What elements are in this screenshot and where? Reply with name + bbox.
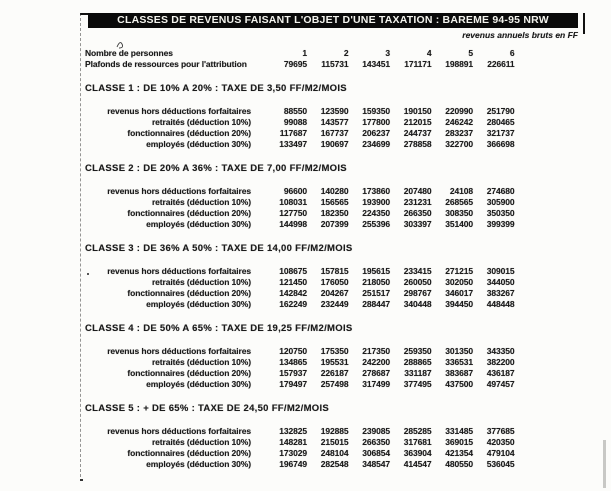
table-row: [85, 266, 527, 277]
table-row: [85, 106, 527, 117]
row-label: fonctionnaires (déduction 20%): [127, 288, 251, 298]
cell-value: 148281: [279, 437, 307, 447]
row-label: revenus hors déductions forfaitaires: [107, 266, 251, 276]
cell-value: 99088: [283, 117, 307, 127]
cell-value: 142842: [279, 288, 307, 298]
row-label: revenus hors déductions forfaitaires: [107, 346, 251, 356]
row-label: employés (déduction 30%): [146, 379, 251, 389]
cell-value: 195531: [320, 357, 349, 367]
persons-count: 5: [468, 48, 473, 58]
row-label: employés (déduction 30%): [146, 139, 251, 149]
cell-value: 344050: [486, 277, 515, 287]
row-label: employés (déduction 30%): [146, 219, 251, 229]
cell-value: 382200: [486, 357, 515, 367]
cell-value: 175350: [320, 346, 349, 356]
cell-value: 306854: [362, 448, 390, 458]
table-row: [85, 277, 527, 288]
cell-value: 420350: [486, 437, 515, 447]
ceilings-label: Plafonds de ressources pour l'attribution: [85, 59, 247, 69]
cell-value: 278687: [362, 368, 390, 378]
cell-value: 348547: [362, 459, 390, 469]
cell-value: 156565: [320, 197, 349, 207]
persons-count: 6: [509, 48, 515, 58]
ceilings-row: [85, 59, 527, 70]
class-rows: [85, 186, 527, 230]
cell-value: 244737: [403, 128, 432, 138]
cell-value: 176050: [320, 277, 349, 287]
row-label: fonctionnaires (déduction 20%): [127, 128, 251, 138]
table-row: [85, 448, 527, 459]
cell-value: 192885: [320, 426, 349, 436]
persons-count: 1: [302, 48, 307, 58]
row-label: employés (déduction 30%): [146, 459, 251, 469]
cell-value: 88550: [283, 106, 307, 116]
table-row: [85, 346, 527, 357]
class-rows: [85, 426, 527, 470]
cell-value: 317499: [362, 379, 390, 389]
cell-value: 383687: [445, 368, 473, 378]
cell-value: 497457: [486, 379, 515, 389]
cell-value: 207480: [403, 186, 432, 196]
cell-value: 127750: [279, 208, 307, 218]
cell-value: 239085: [362, 426, 390, 436]
table-row: [85, 437, 527, 448]
tax-table: [85, 48, 527, 470]
cell-value: 173860: [362, 186, 390, 196]
class-rows: [85, 106, 527, 150]
ceiling-value: 171171: [404, 59, 432, 69]
class-rows: [85, 346, 527, 390]
table-row: [85, 219, 527, 230]
class-heading: CLASSE 5 : + DE 65% : TAXE DE 24,50 FF/M2/MOIS: [85, 403, 330, 414]
cell-value: 24108: [449, 186, 473, 196]
cell-value: 271215: [445, 266, 473, 276]
cell-value: 246242: [445, 117, 473, 127]
persons-count: 3: [385, 48, 390, 58]
cell-value: 190150: [403, 106, 432, 116]
row-label: retraités (déduction 10%): [151, 437, 251, 447]
cell-value: 340448: [403, 299, 432, 309]
cell-value: 309015: [486, 266, 515, 276]
cell-value: 173029: [279, 448, 307, 458]
cell-value: 414547: [403, 459, 432, 469]
class-heading: CLASSE 1 : DE 10% A 20% : TAXE DE 3,50 FF/M2/MOIS: [85, 83, 347, 94]
cell-value: 215015: [320, 437, 349, 447]
cell-value: 108031: [279, 197, 307, 207]
cell-value: 182350: [320, 208, 349, 218]
scan-artifact-tick: [583, 13, 585, 34]
cell-value: 204267: [320, 288, 349, 298]
tax-class-section: [85, 243, 527, 310]
cell-value: 195615: [362, 266, 390, 276]
cell-value: 302050: [445, 277, 473, 287]
cell-value: 479104: [486, 448, 515, 458]
cell-value: 383267: [486, 288, 515, 298]
tax-class-section: [85, 403, 527, 470]
table-row: [85, 459, 527, 470]
cell-value: 251517: [362, 288, 390, 298]
tax-class-section: [85, 83, 527, 150]
cell-value: 336531: [445, 357, 473, 367]
row-label: retraités (déduction 10%): [151, 117, 251, 127]
table-row: [85, 299, 527, 310]
cell-value: 282548: [320, 459, 349, 469]
cell-value: 301350: [445, 346, 473, 356]
cell-value: 298767: [403, 288, 432, 298]
document-title-bar: [88, 13, 578, 28]
cell-value: 193900: [362, 197, 390, 207]
persons-row: [85, 48, 527, 59]
cell-value: 157815: [320, 266, 349, 276]
cell-value: 162249: [279, 299, 307, 309]
cell-value: 140280: [320, 186, 349, 196]
cell-value: 266350: [362, 437, 390, 447]
cell-value: 437500: [445, 379, 473, 389]
cell-value: 120750: [279, 346, 307, 356]
cell-value: 436187: [486, 368, 515, 378]
cell-value: 377685: [486, 426, 515, 436]
row-label: employés (déduction 30%): [146, 299, 251, 309]
cell-value: 231231: [403, 197, 432, 207]
cell-value: 285285: [403, 426, 432, 436]
cell-value: 350350: [486, 208, 515, 218]
cell-value: 317681: [403, 437, 432, 447]
cell-value: 268565: [445, 197, 473, 207]
cell-value: 331485: [445, 426, 473, 436]
cell-value: 143577: [320, 117, 349, 127]
persons-label: Nombre de personnes: [85, 48, 173, 58]
table-row: [85, 128, 527, 139]
table-row: [85, 357, 527, 368]
cell-value: 421354: [445, 448, 473, 458]
cell-value: 226187: [320, 368, 349, 378]
cell-value: 448448: [486, 299, 515, 309]
cell-value: 331187: [404, 368, 432, 378]
row-label: revenus hors déductions forfaitaires: [107, 426, 251, 436]
persons-count: 4: [426, 48, 432, 58]
scan-artifact-left-line: [80, 13, 81, 477]
cell-value: 251790: [486, 106, 515, 116]
row-label: retraités (déduction 10%): [151, 197, 251, 207]
tax-class-section: [85, 323, 527, 390]
cell-value: 108675: [279, 266, 307, 276]
ceiling-value: 226611: [487, 59, 515, 69]
cell-value: 377495: [403, 379, 432, 389]
scan-artifact-dot: [80, 479, 83, 481]
cell-value: 343350: [486, 346, 515, 356]
class-heading: CLASSE 2 : DE 20% A 36% : TAXE DE 7,00 FF/M2/MOIS: [85, 163, 347, 174]
row-label: revenus hors déductions forfaitaires: [107, 186, 251, 196]
cell-value: 233415: [403, 266, 432, 276]
cell-value: 346017: [445, 288, 473, 298]
table-row: [85, 139, 527, 150]
cell-value: 132825: [279, 426, 307, 436]
cell-value: 288865: [403, 357, 432, 367]
row-label: fonctionnaires (déduction 20%): [127, 448, 251, 458]
table-row: [85, 426, 527, 437]
cell-value: 159350: [362, 106, 390, 116]
cell-value: 218050: [362, 277, 390, 287]
cell-value: 206237: [362, 128, 390, 138]
cell-value: 260050: [403, 277, 432, 287]
cell-value: 144998: [279, 219, 307, 229]
cell-value: 305900: [486, 197, 515, 207]
table-row: [85, 379, 527, 390]
cell-value: 133497: [279, 139, 307, 149]
ceiling-value: 79695: [283, 59, 307, 69]
cell-value: 234699: [362, 139, 390, 149]
classes-container: [85, 83, 527, 470]
cell-value: 190697: [320, 139, 349, 149]
cell-value: 394450: [445, 299, 473, 309]
row-label: retraités (déduction 10%): [151, 277, 251, 287]
cell-value: 96600: [283, 186, 307, 196]
class-rows: [85, 266, 527, 310]
cell-value: 369015: [445, 437, 473, 447]
persons-count: 2: [343, 48, 349, 58]
cell-value: 351400: [445, 219, 473, 229]
table-row: [85, 186, 527, 197]
cell-value: 255396: [362, 219, 390, 229]
row-label: retraités (déduction 10%): [151, 357, 251, 367]
cell-value: 283237: [445, 128, 473, 138]
cell-value: 266350: [403, 208, 432, 218]
table-row: [85, 117, 527, 128]
cell-value: 242200: [362, 357, 390, 367]
cell-value: 321737: [486, 128, 515, 138]
cell-value: 480550: [445, 459, 473, 469]
scan-artifact-smudge: [603, 440, 606, 488]
cell-value: 366698: [486, 139, 515, 149]
row-label: fonctionnaires (déduction 20%): [127, 208, 251, 218]
cell-value: 207399: [320, 219, 349, 229]
cell-value: 179497: [279, 379, 307, 389]
ceiling-value: 143451: [362, 59, 390, 69]
row-label: fonctionnaires (déduction 20%): [127, 368, 251, 378]
table-row: [85, 368, 527, 379]
cell-value: 157937: [279, 368, 307, 378]
cell-value: 322700: [445, 139, 473, 149]
cell-value: 134865: [279, 357, 307, 367]
cell-value: 278858: [403, 139, 432, 149]
cell-value: 220990: [445, 106, 473, 116]
cell-value: 217350: [362, 346, 390, 356]
cell-value: 308350: [445, 208, 473, 218]
cell-value: 274680: [486, 186, 515, 196]
ceiling-value: 115731: [321, 59, 349, 69]
table-row: [85, 208, 527, 219]
cell-value: 248104: [320, 448, 349, 458]
cell-value: 196749: [279, 459, 307, 469]
page-title: CLASSES DE REVENUS FAISANT L'OBJET D'UNE TAXATION : BAREME 94-95 NRW: [117, 14, 549, 26]
cell-value: 536045: [486, 459, 515, 469]
cell-value: 232449: [320, 299, 349, 309]
row-label: revenus hors déductions forfaitaires: [107, 106, 251, 116]
cell-value: 399399: [486, 219, 515, 229]
ceiling-value: 198891: [445, 59, 473, 69]
cell-value: 363904: [403, 448, 432, 458]
class-heading: CLASSE 4 : DE 50% A 65% : TAXE DE 19,25 FF/M2/MOIS: [85, 323, 353, 334]
table-row: [85, 197, 527, 208]
cell-value: 257498: [320, 379, 349, 389]
cell-value: 288447: [362, 299, 390, 309]
cell-value: 259350: [403, 346, 432, 356]
cell-value: 177800: [362, 117, 390, 127]
table-row: [85, 288, 527, 299]
cell-value: 280465: [486, 117, 515, 127]
cell-value: 303397: [403, 219, 432, 229]
cell-value: 121450: [279, 277, 307, 287]
cell-value: 123590: [320, 106, 349, 116]
units-note: revenus annuels bruts en FF: [462, 30, 578, 40]
tax-class-section: [85, 163, 527, 230]
cell-value: 117687: [279, 128, 307, 138]
cell-value: 212015: [403, 117, 432, 127]
cell-value: 167737: [320, 128, 349, 138]
class-heading: CLASSE 3 : DE 36% A 50% : TAXE DE 14,00 FF/M2/MOIS: [85, 243, 353, 254]
cell-value: 224350: [362, 208, 390, 218]
